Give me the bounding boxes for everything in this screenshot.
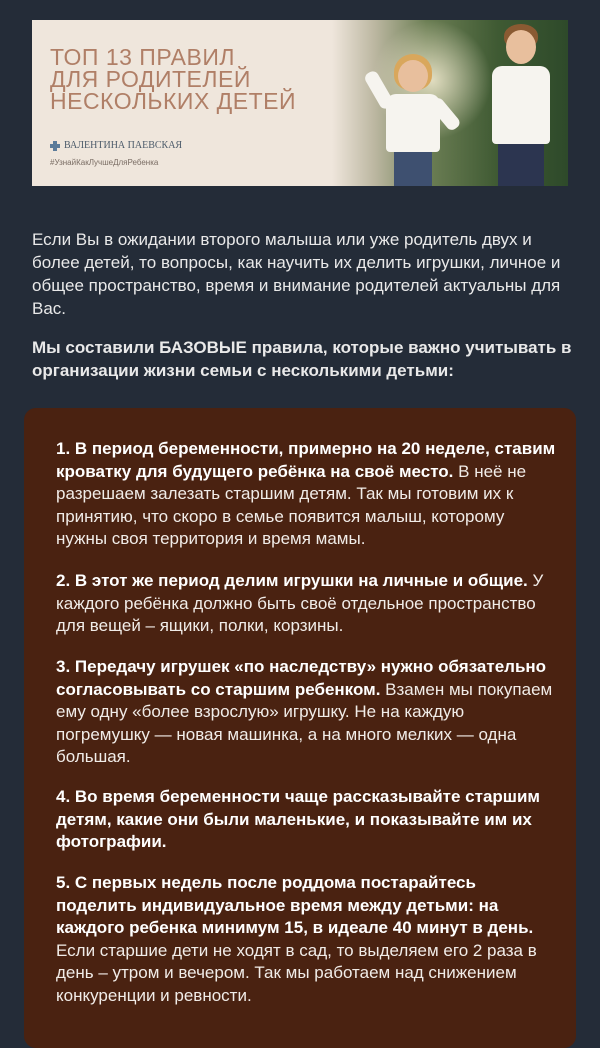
rule-5-heading: 5. С первых недель после роддома постарайтесь поделить индивидуальное время между детьми: на каждого ребенка минимум 15, в идеале 40 минут в день. bbox=[56, 873, 534, 937]
rule-1 bbox=[56, 438, 556, 551]
rule-4-heading: 4. Во время беременности чаще рассказывайте старшим детям, какие они были маленькие, и показывайте им их фотографии. bbox=[56, 787, 541, 851]
banner-image bbox=[32, 20, 568, 186]
boy-figure bbox=[482, 22, 562, 186]
rule-3-heading: 3. Передачу игрушек «по наследству» нужно обязательно согласовывать со старшим ребенком. bbox=[56, 657, 547, 699]
banner-hashtag: #УзнайКакЛучшеДляРебенка bbox=[50, 158, 159, 167]
girl-figure bbox=[372, 50, 462, 186]
rule-1-text: В неё не разрешаем залезать старшим детям. Так мы готовим их к принятию, что скоро в семье появится малыш, которому нужны своя территория и время мамы. bbox=[56, 461, 527, 548]
rule-2-heading: 2. В этот же период делим игрушки на личные и общие. bbox=[56, 571, 528, 590]
rule-2-text: У каждого ребёнка должно быть своё отдельное пространство для вещей – ящики, полки, корзины. bbox=[56, 571, 544, 635]
children-photo bbox=[332, 20, 568, 186]
intro-section bbox=[32, 228, 572, 382]
cross-logo-icon bbox=[50, 141, 60, 151]
rule-3-text: Взамен мы покупаем ему одну «более взрослую» игрушку. Не на каждую погремушку — новая машинка, а на много мелких — одна большая. bbox=[56, 679, 553, 766]
intro-bold-paragraph: Мы составили БАЗОВЫЕ правила, которые важно учитывать в организации жизни семьи с несколькими детьми: bbox=[32, 338, 572, 380]
rule-5 bbox=[56, 872, 556, 1007]
brand-logo bbox=[50, 140, 182, 151]
rule-2 bbox=[56, 570, 556, 638]
rule-1-heading: 1. В период беременности, примерно на 20 неделе, ставим кроватку для будущего ребёнка на своё место. bbox=[56, 439, 556, 481]
rule-3 bbox=[56, 656, 556, 769]
rule-5-text: Если старшие дети не ходят в сад, то выделяем его 2 раза в день – утром и вечером. Так мы работаем над снижением конкуренции и ревности. bbox=[56, 940, 537, 1005]
rule-4 bbox=[56, 786, 556, 854]
banner-title: ТОП 13 ПРАВИЛ ДЛЯ РОДИТЕЛЕЙ НЕСКОЛЬКИХ ДЕТЕЙ bbox=[50, 44, 297, 114]
brand-name: ВАЛЕНТИНА ПАЕВСКАЯ bbox=[64, 140, 183, 151]
intro-paragraph: Если Вы в ожидании второго малыша или уже родитель двух и более детей, то вопросы, как научить их делить игрушки, личное и общее пространство, время и внимание родителей актуальны для Вас. bbox=[32, 230, 561, 318]
